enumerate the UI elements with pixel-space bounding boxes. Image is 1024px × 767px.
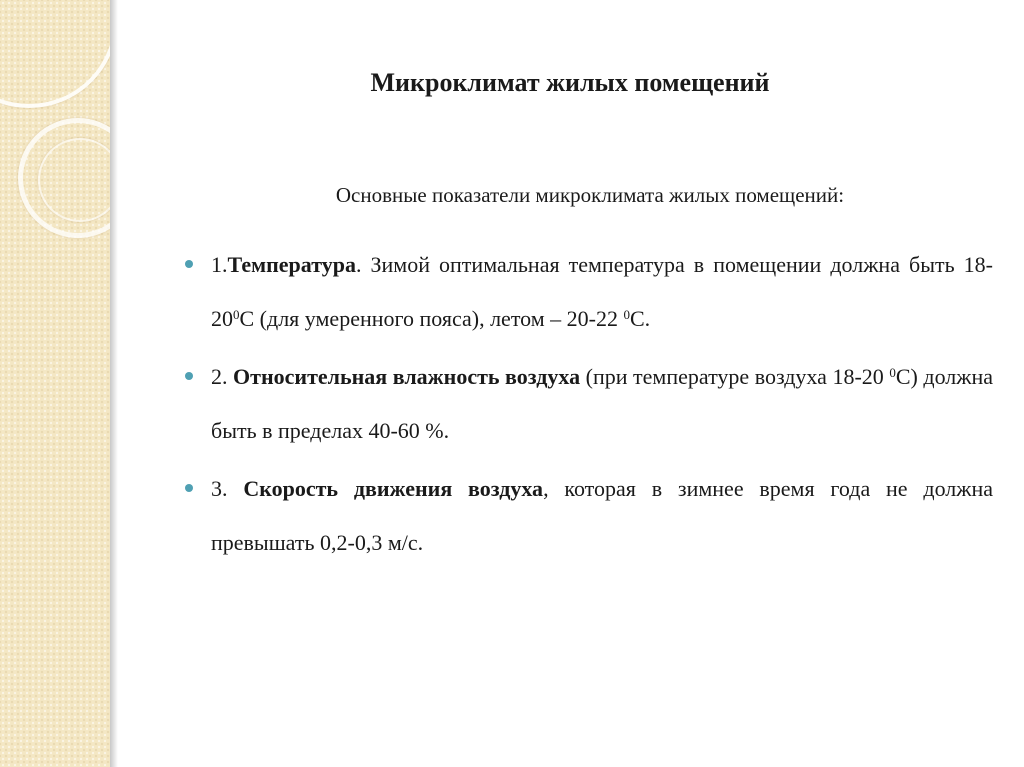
slide-title: Микроклимат жилых помещений	[370, 68, 770, 97]
strip-shadow	[110, 0, 118, 767]
bullet-text: (при температуре воздуха 18-20	[580, 364, 890, 389]
bullet-term: Температура	[227, 252, 356, 277]
bullet-text: , которая в зимнее время года не должна превышать 0,2-0,3 м/с.	[211, 476, 994, 555]
bullet-term: Относительная влажность воздуха	[233, 364, 581, 389]
bullet-text: . Зимой оптимальная температура в помещении должна быть 18-20	[211, 252, 993, 331]
superscript: 0	[233, 307, 240, 322]
slide-subtitle: Основные показатели микроклимата жилых помещений:	[335, 183, 845, 207]
bullet-number: 3.	[211, 476, 244, 501]
bullet-term: Скорость движения воздуха	[243, 476, 544, 501]
bullet-text: С) должна быть в пределах 40-60 %.	[211, 364, 993, 443]
superscript: 0	[889, 365, 896, 380]
bullet-number: 1.	[211, 252, 228, 277]
bullet-item-temperature	[185, 238, 993, 346]
bullet-dot-icon	[185, 260, 193, 268]
bullet-text: С (для умеренного пояса), летом – 20-22	[239, 306, 624, 331]
decorative-ring	[0, 0, 110, 108]
bullet-item-air-speed	[185, 462, 993, 570]
bullet-text: С.	[629, 306, 651, 331]
bullet-list	[185, 238, 993, 574]
bullet-dot-icon	[185, 484, 193, 492]
decorative-side-strip	[0, 0, 110, 767]
bullet-dot-icon	[185, 372, 193, 380]
bullet-number: 2.	[211, 364, 234, 389]
bullet-item-humidity	[185, 350, 993, 458]
superscript: 0	[623, 307, 630, 322]
